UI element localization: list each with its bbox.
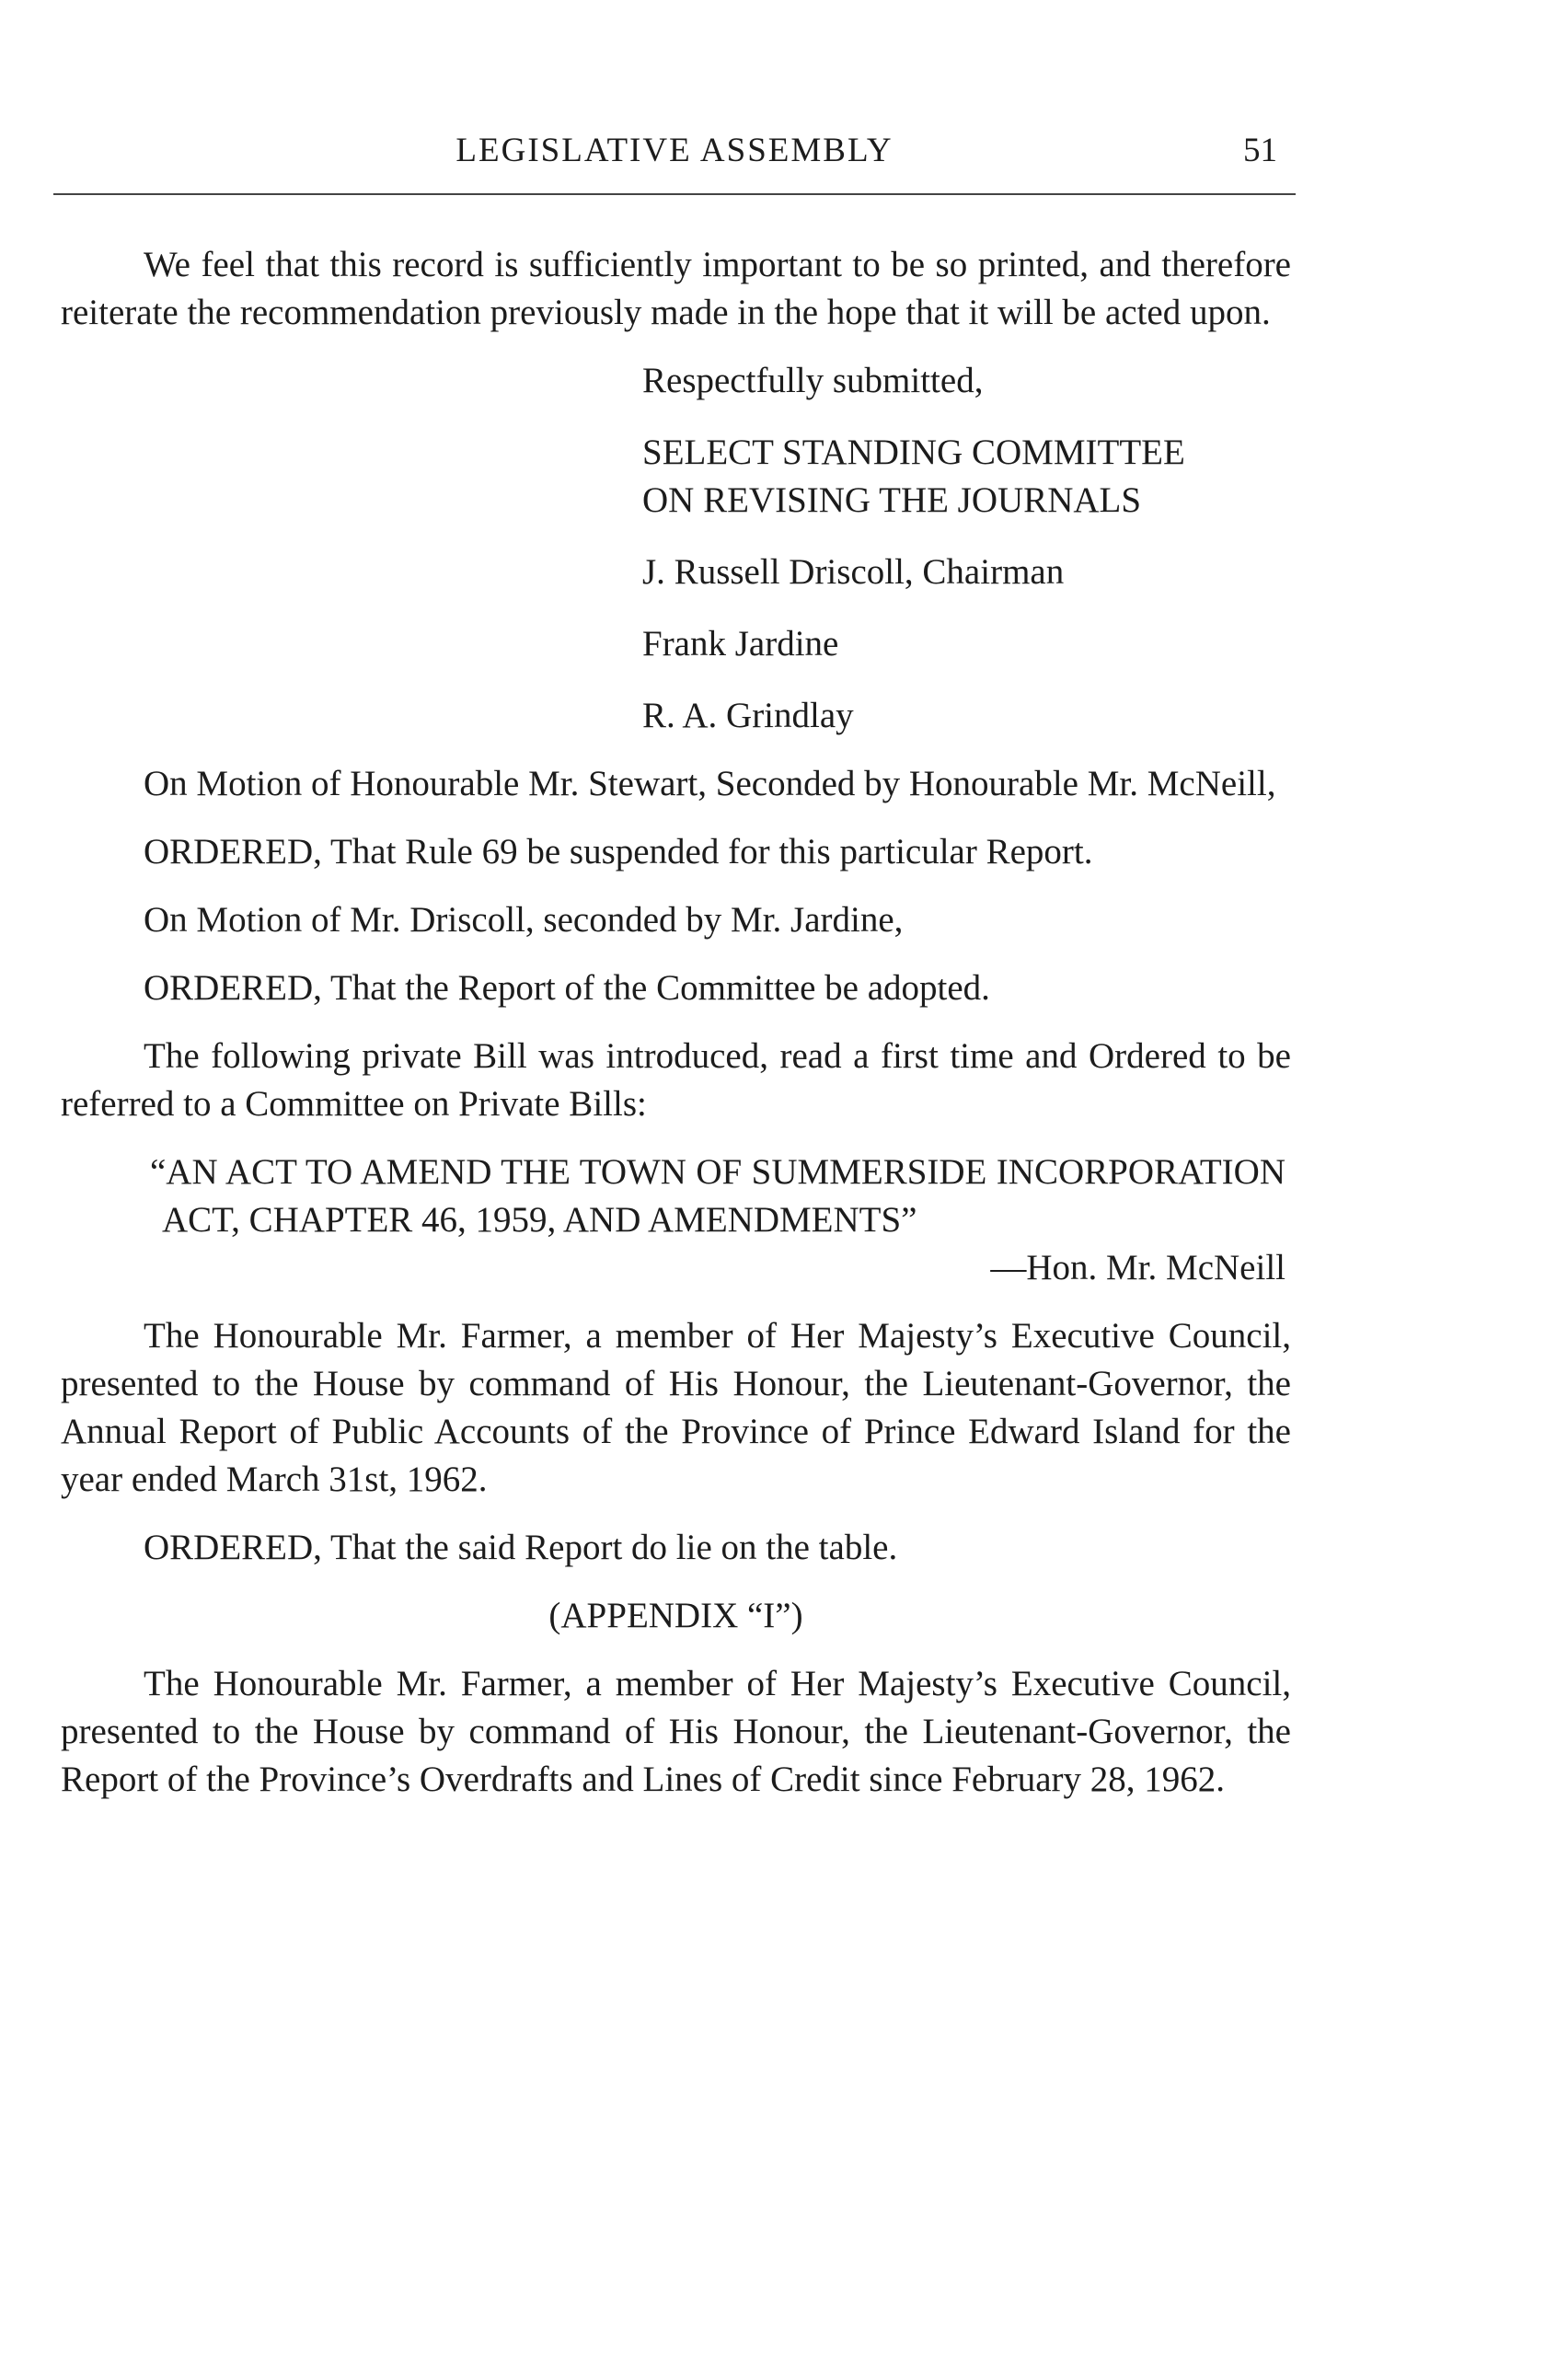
page-header [53,129,1296,175]
paragraph-ordered-table: ORDERED, That the said Report do lie on the table. [144,1528,898,1567]
paragraph-ordered-rule-69: ORDERED, That Rule 69 be suspended for this particular Report. [144,832,1093,871]
appendix-heading: (APPENDIX “I”) [548,1596,803,1635]
paragraph-record-recommendation: We feel that this record is sufficiently important to be so printed, and therefore reiterate the recommendation previously made in the hope that it will be acted upon. [61,245,1291,332]
paragraph-overdrafts: The Honourable Mr. Farmer, a member of Her Majesty’s Executive Council, presented to the House by command of His Honour, the Lieutenant-Governor, the Report of the Province’s Overdrafts and Lines of Credit since February 28, 1962. [61,1664,1291,1799]
committee-name-line-2: ON REVISING THE JOURNALS [642,480,1142,520]
committee-member: J. Russell Driscoll, Chairman [642,552,1065,592]
paragraph-public-accounts: The Honourable Mr. Farmer, a member of Her Majesty’s Executive Council, presented to the House by command of His Honour, the Lieutenant-Governor, the Annual Report of Public Accounts of the Province of Prince Edward Island for the year ended March 31st, 1962. [61,1316,1291,1499]
paragraph-motion-stewart: On Motion of Honourable Mr. Stewart, Seconded by Honourable Mr. McNeill, [144,764,1276,803]
committee-name-line-1: SELECT STANDING COMMITTEE [642,433,1185,472]
committee-member: Frank Jardine [642,624,839,664]
closing-line: Respectfully submitted, [642,361,984,400]
paragraph-ordered-adopted: ORDERED, That the Report of the Committee be adopted. [144,968,990,1008]
page-number: 51 [1243,132,1277,169]
bill-sponsor: —Hon. Mr. McNeill [990,1248,1286,1287]
paragraph-private-bill: The following private Bill was introduced, read a first time and Ordered to be referred to a Committee on Private Bills: [61,1036,1291,1124]
header-rule [53,193,1296,195]
bill-title: “AN ACT TO AMEND THE TOWN OF SUMMERSIDE INCORPORATION ACT, CHAPTER 46, 1959, AND AMENDMENTS” [150,1152,1286,1240]
paragraph-motion-driscoll: On Motion of Mr. Driscoll, seconded by Mr. Jardine, [144,900,904,940]
signature-block [642,357,1291,740]
body-text [61,241,1291,1804]
running-title: LEGISLATIVE ASSEMBLY [455,132,894,169]
committee-member: R. A. Grindlay [642,696,854,735]
